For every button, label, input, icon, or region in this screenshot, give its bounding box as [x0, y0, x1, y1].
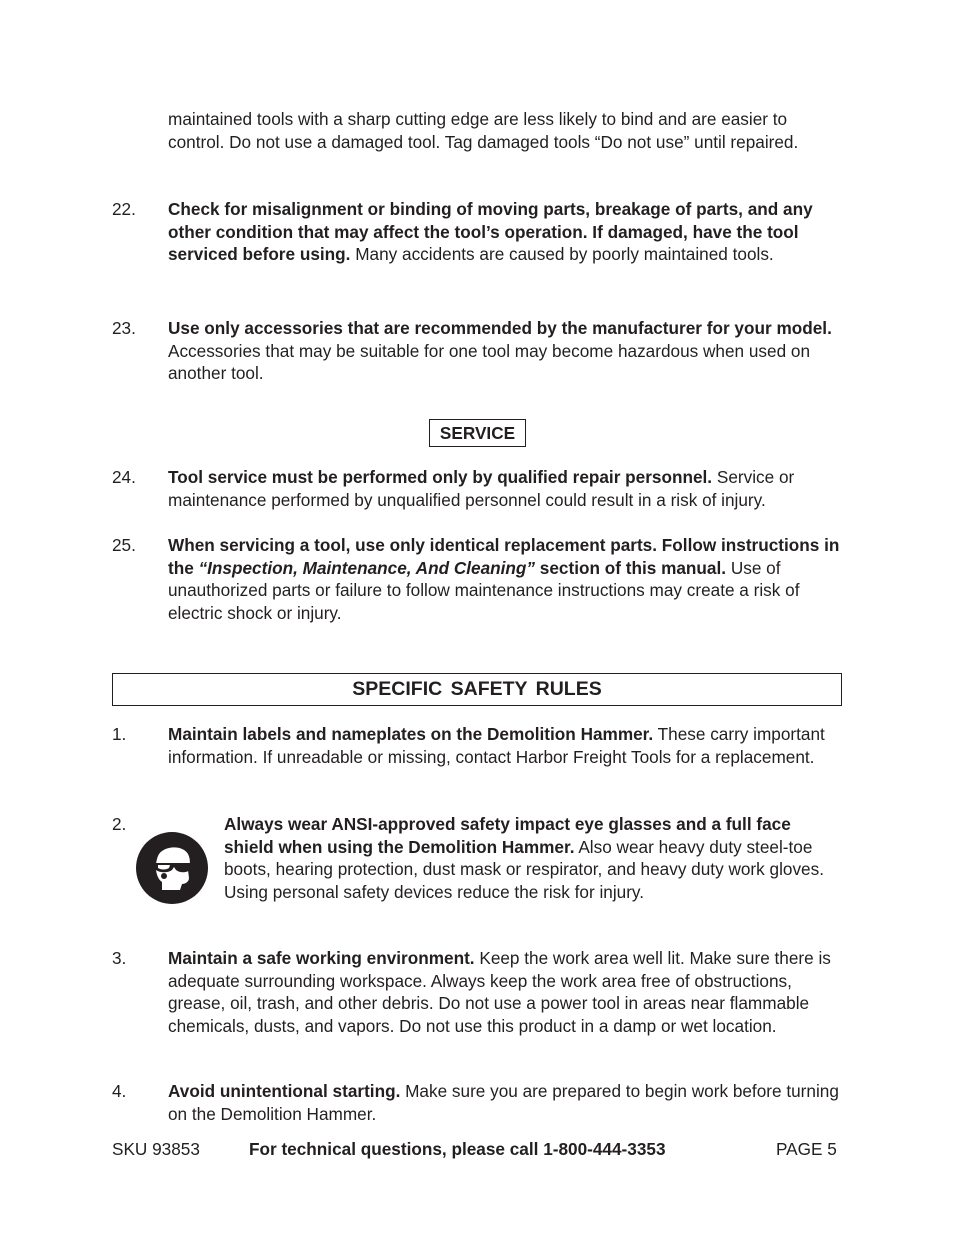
safety-glasses-icon	[136, 832, 208, 904]
footer-technical-questions: For technical questions, please call 1-800-444-3353	[249, 1139, 666, 1159]
item-bold-text: Check for misalignment or binding of moving parts, breakage of parts, and any other condition that may affect the tool’s operation. If damaged, have the tool serviced before using.	[168, 199, 813, 265]
item-number: 24.	[112, 467, 136, 487]
item-bold-text: Maintain labels and nameplates on the Demolition Hammer.	[168, 724, 654, 744]
item-body-text: Many accidents are caused by poorly maintained tools.	[350, 244, 774, 265]
item-number: 22.	[112, 199, 136, 219]
item-body-text: Keep the work area well lit. Make sure there is adequate surrounding workspace. Always keep the work area free of obstructions, grease, oil, trash, and other debris. Do not use a power tool in areas near flammable chemicals, dusts, and vapors. Do not use this product in a damp or wet location.	[168, 948, 831, 1036]
item-bold-text: Avoid unintentional starting.	[168, 1081, 401, 1101]
item-text	[168, 534, 844, 624]
item-body-text: Make sure you are prepared to begin work before turning on the Demolition Hammer.	[168, 1081, 839, 1124]
item-text	[224, 813, 844, 903]
item-text	[168, 1080, 844, 1125]
item-text	[168, 466, 844, 511]
item-number: 1.	[112, 724, 127, 744]
footer-sku: SKU 93853	[112, 1139, 200, 1159]
item-number: 4.	[112, 1081, 127, 1101]
item-body-text: These carry important information. If unreadable or missing, contact Harbor Freight Tools for a replacement.	[168, 724, 825, 767]
item-body-text: Also wear heavy duty steel-toe boots, hearing protection, dust mask or respirator, and heavy duty work gloves. Using personal safety devices reduce the risk for injury.	[224, 836, 824, 902]
item-bold-text: Tool service must be performed only by qualified repair personnel.	[168, 467, 713, 487]
specific-safety-rules-heading: SPECIFIC SAFETY RULES	[112, 673, 842, 706]
item-number: 3.	[112, 948, 127, 968]
item-bold-text: Always wear ANSI-approved safety impact eye glasses and a full face shield when using the Demolition Hammer.	[224, 814, 791, 857]
item-body-text: Service or maintenance performed by unqualified personnel could result in a risk of injury.	[168, 467, 795, 510]
item-body-text: Use of unauthorized parts or failure to follow maintenance instructions may create a risk of electric shock or injury.	[168, 557, 800, 623]
item-number: 23.	[112, 318, 136, 338]
item-number: 2.	[112, 814, 127, 834]
item-body-text: Accessories that may be suitable for one tool may become hazardous when used on another tool.	[168, 340, 811, 384]
item-bold-text: section of this manual.	[535, 557, 727, 578]
item-text	[168, 723, 844, 768]
item-text	[168, 317, 844, 385]
section-reference: “Inspection, Maintenance, And Cleaning”	[198, 557, 536, 578]
item-text	[168, 947, 844, 1037]
item-bold-text: When servicing a tool, use only identical replacement parts. Follow instructions in the	[168, 535, 840, 578]
intro-paragraph: maintained tools with a sharp cutting edge are less likely to bind and are easier to control. Do not use a damaged tool. Tag damaged tools “Do not use” until repaired.	[168, 109, 799, 152]
service-heading: SERVICE	[429, 419, 526, 447]
item-bold-text: Use only accessories that are recommended by the manufacturer for your model.	[168, 318, 832, 338]
item-bold-text: Maintain a safe working environment.	[168, 948, 475, 968]
item-number: 25.	[112, 535, 136, 555]
footer-page-number: PAGE 5	[776, 1139, 837, 1159]
item-text	[168, 198, 844, 266]
